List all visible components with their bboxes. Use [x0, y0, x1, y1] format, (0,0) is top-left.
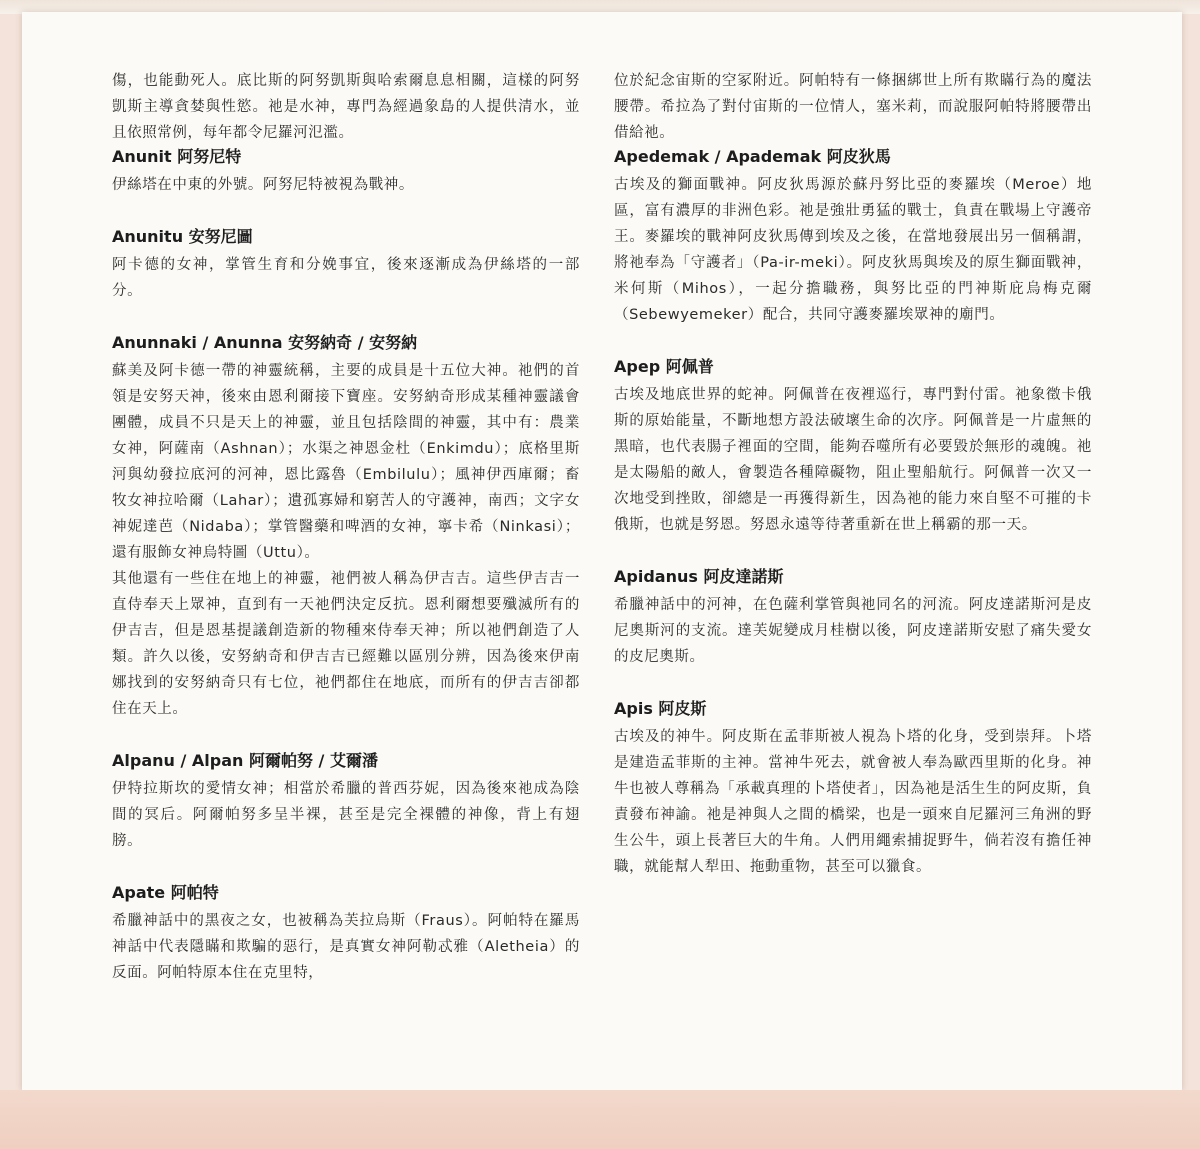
entry-text: 古埃及地底世界的蛇神。阿佩普在夜裡巡行，專門對付雷。祂象徵卡俄斯的原始能量，不斷地想方設法破壞生命的次序。阿佩普是一片虛無的黑暗，也代表腸子裡面的空間，能夠吞噬所有必要毀於無形的魂魄。祂是太陽船的敵人，會製造各種障礙物，阻止聖船航行。阿佩普一次又一次地受到挫敗，卻總是一再獲得新生，因為祂的能力來自堅不可摧的卡俄斯，也就是努恩。努恩永遠等待著重新在世上稱霸的那一天。 [614, 387, 1092, 533]
entry-text: 古埃及的神牛。阿皮斯在孟菲斯被人視為卜塔的化身，受到崇拜。卜塔是建造孟菲斯的主神。當神牛死去，就會被人奉為歐西里斯的化身。神牛也被人尊稱為「承載真理的卜塔使者」，因為祂是活生生的阿皮斯，負責發布神諭。祂是神與人之間的橋梁，也是一頭來自尼羅河三角洲的野生公牛，頭上長著巨大的牛角。人們用繩索捕捉野牛，倘若沒有擔任神職，就能幫人犁田、拖動重物，甚至可以獵食。 [614, 729, 1092, 875]
entry-headword: Alpanu / Alpan 阿爾帕努 / 艾爾潘 [112, 751, 378, 770]
entry-apis [614, 698, 1092, 880]
entry-headword: Anunnaki / Anunna 安努納奇 / 安努納 [112, 333, 418, 352]
entry-apedemak [614, 146, 1092, 328]
entry-apep [614, 356, 1092, 538]
entry-anunnaki [112, 332, 580, 722]
entry-anunit [112, 146, 580, 198]
entry-headword: Anunitu 安努尼圖 [112, 227, 253, 246]
entry-text: 阿卡德的女神，掌管生育和分娩事宜，後來逐漸成為伊絲塔的一部分。 [112, 257, 580, 299]
continuation-text: 位於紀念宙斯的空冢附近。阿帕特有一條捆綁世上所有欺瞞行為的魔法腰帶。希拉為了對付宙斯的一位情人，塞米莉，而說服阿帕特將腰帶出借給祂。 [614, 73, 1092, 141]
entry-text: 古埃及的獅面戰神。阿皮狄馬源於蘇丹努比亞的麥羅埃（Meroe）地區，富有濃厚的非洲色彩。祂是強壯勇猛的戰士，負責在戰場上守護帝王。麥羅埃的戰神阿皮狄馬傳到埃及之後，在當地發展出另一個稱謂，將祂奉為「守護者」（Pa-ir-meki）。阿皮狄馬與埃及的原生獅面戰神，米何斯（Mihos），一起分擔職務，與努比亞的門神斯庇烏梅克爾（Sebewyemeker）配合，共同守護麥羅埃眾神的廟門。 [614, 177, 1092, 323]
entry-apidanus [614, 566, 1092, 670]
entry-text: 蘇美及阿卡德一帶的神靈統稱，主要的成員是十五位大神。祂們的首領是安努天神，後來由恩利爾接下寶座。安努納奇形成某種神靈議會團體，成員不只是天上的神靈，並且包括陰間的神靈，其中有：農業女神，阿薩南（Ashnan）；水渠之神恩金杜（Enkimdu）；底格里斯河與幼發拉底河的河神，恩比露魯（Embilulu）；風神伊西庫爾；畜牧女神拉哈爾（Lahar）；遺孤寡婦和窮苦人的守護神，南西；文字女神妮達芭（Nidaba）；掌管醫藥和啤酒的女神，寧卡希（Ninkasi）；還有服飾女神烏特圖（Uttu）。 [112, 363, 580, 561]
entry-headword: Anunit 阿努尼特 [112, 147, 242, 166]
entry-text: 希臘神話中的河神，在色薩利掌管與祂同名的河流。阿皮達諾斯河是皮尼奧斯河的支流。達芙妮變成月桂樹以後，阿皮達諾斯安慰了痛失愛女的皮尼奧斯。 [614, 597, 1092, 665]
entry-headword: Apedemak / Apademak 阿皮狄馬 [614, 147, 891, 166]
entry-headword: Apate 阿帕特 [112, 883, 219, 902]
entry-apate [112, 882, 580, 986]
entry-alpanu [112, 750, 580, 854]
entry-text: 其他還有一些住在地上的神靈，祂們被人稱為伊吉吉。這些伊吉吉一直侍奉天上眾神，直到有一天祂們決定反抗。恩利爾想要殲滅所有的伊吉吉，但是恩基提議創造新的物種來侍奉天神；所以祂們創造了人類。許久以後，安努納奇和伊吉吉已經難以區別分辨，因為後來伊南娜找到的安努納奇只有七位，祂們都住在地底，而所有的伊吉吉卻都住在天上。 [112, 571, 580, 717]
entry-headword: Apis 阿皮斯 [614, 699, 707, 718]
right-column [614, 68, 1092, 908]
scan-bottom-edge [0, 1090, 1200, 1149]
left-column [112, 68, 580, 1014]
entry-text: 伊特拉斯坎的愛情女神；相當於希臘的普西芬妮，因為後來祂成為陰間的冥后。阿爾帕努多呈半裸，甚至是完全裸體的神像，背上有翅膀。 [112, 781, 580, 849]
continuation-text: 傷，也能動死人。底比斯的阿努凱斯與哈索爾息息相關，這樣的阿努凱斯主導貪婪與性慾。祂是水神，專門為經過象島的人提供清水，並且依照常例，每年都令尼羅河氾濫。 [112, 73, 580, 141]
entry-anunitu [112, 226, 580, 304]
entry-text: 伊絲塔在中東的外號。阿努尼特被視為戰神。 [112, 177, 414, 193]
entry-text: 希臘神話中的黑夜之女，也被稱為芙拉烏斯（Fraus）。阿帕特在羅馬神話中代表隱瞞和欺騙的惡行，是真實女神阿勒忒雅（Aletheia）的反面。阿帕特原本住在克里特， [112, 913, 580, 981]
entry-headword: Apidanus 阿皮達諾斯 [614, 567, 784, 586]
entry-headword: Apep 阿佩普 [614, 357, 714, 376]
